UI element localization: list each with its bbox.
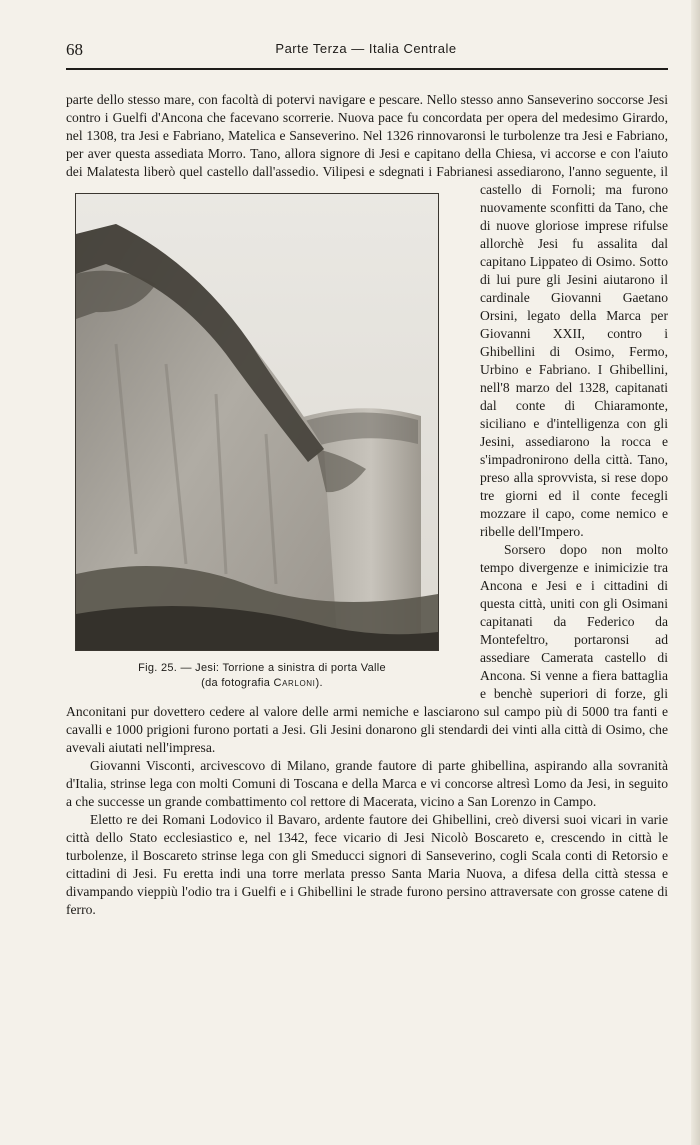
page-edge bbox=[691, 0, 700, 1145]
caption-line-1: Fig. 25. — Jesi: Torrione a sinistra di porta Valle bbox=[138, 662, 386, 674]
caption-suffix: ). bbox=[315, 677, 323, 689]
caption-credit: Carloni bbox=[273, 677, 316, 689]
page-number: 68 bbox=[66, 40, 83, 59]
figure-photo bbox=[75, 193, 439, 651]
caption-prefix: (da fotografia bbox=[201, 677, 274, 689]
running-title: Parte Terza — Italia Centrale bbox=[275, 41, 457, 56]
paragraph-1-rest: nesi assediarono, l'anno seguente, il castello di Fornoli; ma furono nuovamente sconfitti da Tano, che di nuove gloriose imprese rifulse allorchè Jesi fu assalita dal capitano Lippateo di Osimo. Sotto di lui pure gli Jesini aiutarono il cardinale Giovanni Gaetano Orsini, legato della Marca per Giovanni XXII, contro i Ghibellini di Osimo, Fermo, Urbino e Fabriano. I Ghibellini, nell'8 marzo del 1328, capitanati dal conte di Chiaramonte, siciliano e d'intelligenza con gli Jesini, assediarono la rocca e s'impadronirono della città. Tano, preso alla sprovvista, si rese dopo tre giorni ed il conte fecegli mozzare il capo, come nemico e ribelle dell'Impero. bbox=[471, 164, 668, 539]
paragraph-3: Giovanni Visconti, arcivescovo di Milano, grande fautore di parte ghibellina, aspirando alla sovranità d'Italia, strinse lega con molti Comuni di Toscana e della Marca e vi concorse altresì Lomo da Jesi, in seguito a che successe un grande combattimento col rettore di Macerata, vicino a San Lorenzo in Campo. bbox=[66, 758, 668, 809]
figure bbox=[66, 193, 458, 691]
body-text bbox=[66, 91, 668, 919]
page-header bbox=[66, 40, 666, 62]
caption-line-2 bbox=[66, 676, 458, 691]
paragraph-4: Eletto re dei Romani Lodovico il Bavaro, ardente fautore dei Ghibellini, creò diversi suoi vicari in varie città dello Stato ecclesiastico e, nel 1342, fece vicario di Jesi Nicolò Boscareto e, crescendo in città le turbolenze, il Boscareto strinse lega con gli Smeducci signori di Sanseverino, cogli Scala conti di Retorsio e cittadini di Jesi. Fu eretta indi una torre merlata presso Santa Maria Nuova, a difesa della città stessa e divampando vieppiù l'odio tra i Guelfi e i Ghibellini le strade furono persino attraversate con grosse catene di ferro. bbox=[66, 812, 668, 917]
paragraph-1-lead: parte dello stesso mare, con facoltà di potervi navigare e pescare. Nello stesso anno Sanseverino soccorse Jesi contro i Guelfi d'Ancona che facevano scorrerie. Nuova pace fu concordata per opera del medesimo Girardo, nel 1308, tra Jesi e Fabriano, Matelica e Sanseverino. Nel 1326 rinnovaronsi le turbolenze tra Jesi e Fabriano, per aver questa assediata Morro. Tano, allora signore di Jesi e capitano della Chiesa, vi accorse e con l'aiuto dei Malatesta liberò quel castello dall'assedio. Vilipesi e sdegnati i Fabria bbox=[66, 92, 668, 179]
header-rule bbox=[66, 68, 668, 70]
paragraph-2: Sorsero dopo non molto tempo divergenze e inimicizie tra Ancona e Jesi e i cittadini di questa città, uniti con gli Osimani capitanati da Federico da Montefeltro, portaronsi ad assediare Camerata castello di Ancona. Si venne a fiera battaglia e benchè superiori di forze, gli Anconitani pur dovettero cedere al valore delle armi nemiche e lasciarono sul campo più di 5000 tra fanti e cavalli e 1000 prigioni furono portati a Jesi. Gli Jesini donarono gli stendardi dei vinti alla città di Osimo, che avevali aiutati nell'impresa. bbox=[66, 542, 668, 755]
figure-caption bbox=[66, 661, 458, 691]
tower-photo-illustration bbox=[76, 194, 438, 650]
